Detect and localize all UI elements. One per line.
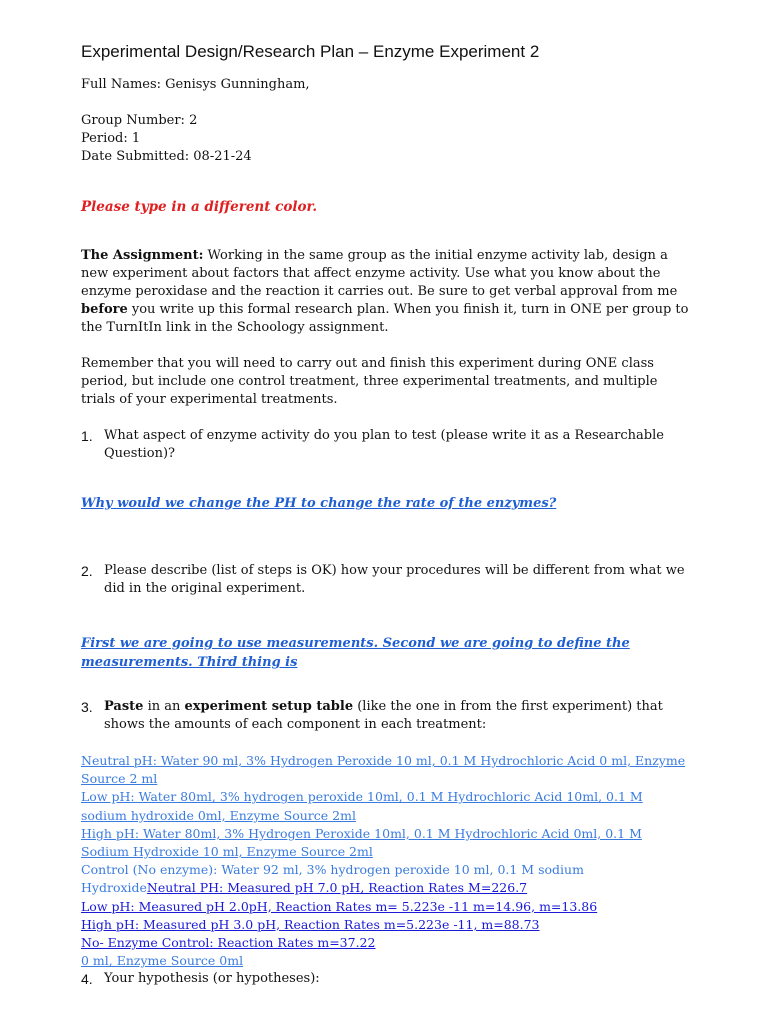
page-title: Experimental Design/Research Plan – Enzyme Experiment 2 [81,42,540,61]
document-page [81,42,691,988]
question-3-rest: (like the one in from the first experiment) that shows the amounts of each component in each treatment: [104,699,663,732]
setup-table-pasted [81,752,691,970]
results-line: Low pH: Measured pH 2.0pH, Reaction Rates m= 5.223e -11 m=14.96, m=13.86 [81,898,598,914]
setup-line-mixed [81,879,691,897]
setup-line: 0 ml, Enzyme Source 0ml [81,953,244,969]
setup-line: sodium hydroxide 0ml, Enzyme Source 2ml [81,807,356,823]
assignment-paragraph [81,247,691,337]
setup-line: Low pH: Water 80ml, 3% hydrogen peroxide 10ml, 0.1 M Hydrochloric Acid 10ml, 0.1 M [81,789,643,805]
full-names: Full Names: Genisys Gunningham, [81,77,310,92]
question-4 [81,970,691,988]
remember-paragraph: Remember that you will need to carry out and finish this experiment during ONE class period, but include one control treatment, three experimental treatments, and multiple trials of your experimental treatments. [81,356,658,407]
question-3-mid: in an [143,699,185,714]
assignment-text-2: you write up this formal research plan. When you finish it, turn in ONE per group to the TurnItIn link in the Schoology assignment. [81,302,689,335]
results-line: No- Enzyme Control: Reaction Rates m=37.22 [81,935,376,951]
question-number: 4. [81,971,93,988]
question-1 [81,427,691,463]
date-submitted: Date Submitted: 08-21-24 [81,149,252,164]
question-number: 1. [81,428,93,444]
question-2 [81,562,691,598]
answer-2-line-2: measurements. Third thing is [81,655,298,670]
assignment-text-1: Working in the same group as the initial enzyme activity lab, design a new experiment about factors that affect enzyme activity. Use what you know about the enzyme peroxidase and the reaction it carries out. Be sure to get verbal approval from me [81,248,678,299]
question-text: Please describe (list of steps is OK) how your procedures will be different from what we did in the original experiment. [104,563,685,596]
results-line: Neutral PH: Measured pH 7.0 pH, Reaction Rates M=226.7 [146,880,528,896]
setup-line: High pH: Water 80ml, 3% Hydrogen Peroxide 10ml, 0.1 M Hydrochloric Acid 0ml, 0.1 M [81,825,642,841]
color-instruction: Please type in a different color. [81,198,318,215]
setup-table-phrase: experiment setup table [184,699,354,714]
answer-1: Why would we change the PH to change the rate of the enzymes? [81,496,557,511]
question-number: 2. [81,563,93,579]
question-3 [81,698,691,734]
question-text: What aspect of enzyme activity do you plan to test (please write it as a Researchable Question)? [104,428,664,461]
group-number: Group Number: 2 [81,113,198,128]
setup-line: Source 2 ml [81,771,158,787]
setup-line-fragment: Hydroxide [81,880,147,896]
paste-word: Paste [104,699,144,714]
question-number: 3. [81,699,93,715]
assignment-label: The Assignment: [81,248,204,263]
question-text: Your hypothesis (or hypotheses): [104,971,320,987]
setup-line: Sodium Hydroxide 10 ml, Enzyme Source 2ml [81,844,373,860]
question-text [104,698,691,734]
assignment-bold-word: before [81,302,128,317]
answer-2-line-1: First we are going to use measurements. Second we are going to define the [81,636,630,651]
period: Period: 1 [81,131,141,146]
results-line: High pH: Measured pH 3.0 pH, Reaction Rates m=5.223e -11, m=88.73 [81,916,540,932]
setup-line: Neutral pH: Water 90 ml, 3% Hydrogen Peroxide 10 ml, 0.1 M Hydrochloric Acid 0 ml, Enzyme [81,753,686,768]
setup-line: Control (No enzyme): Water 92 ml, 3% hydrogen peroxide 10 ml, 0.1 M sodium [81,862,584,878]
